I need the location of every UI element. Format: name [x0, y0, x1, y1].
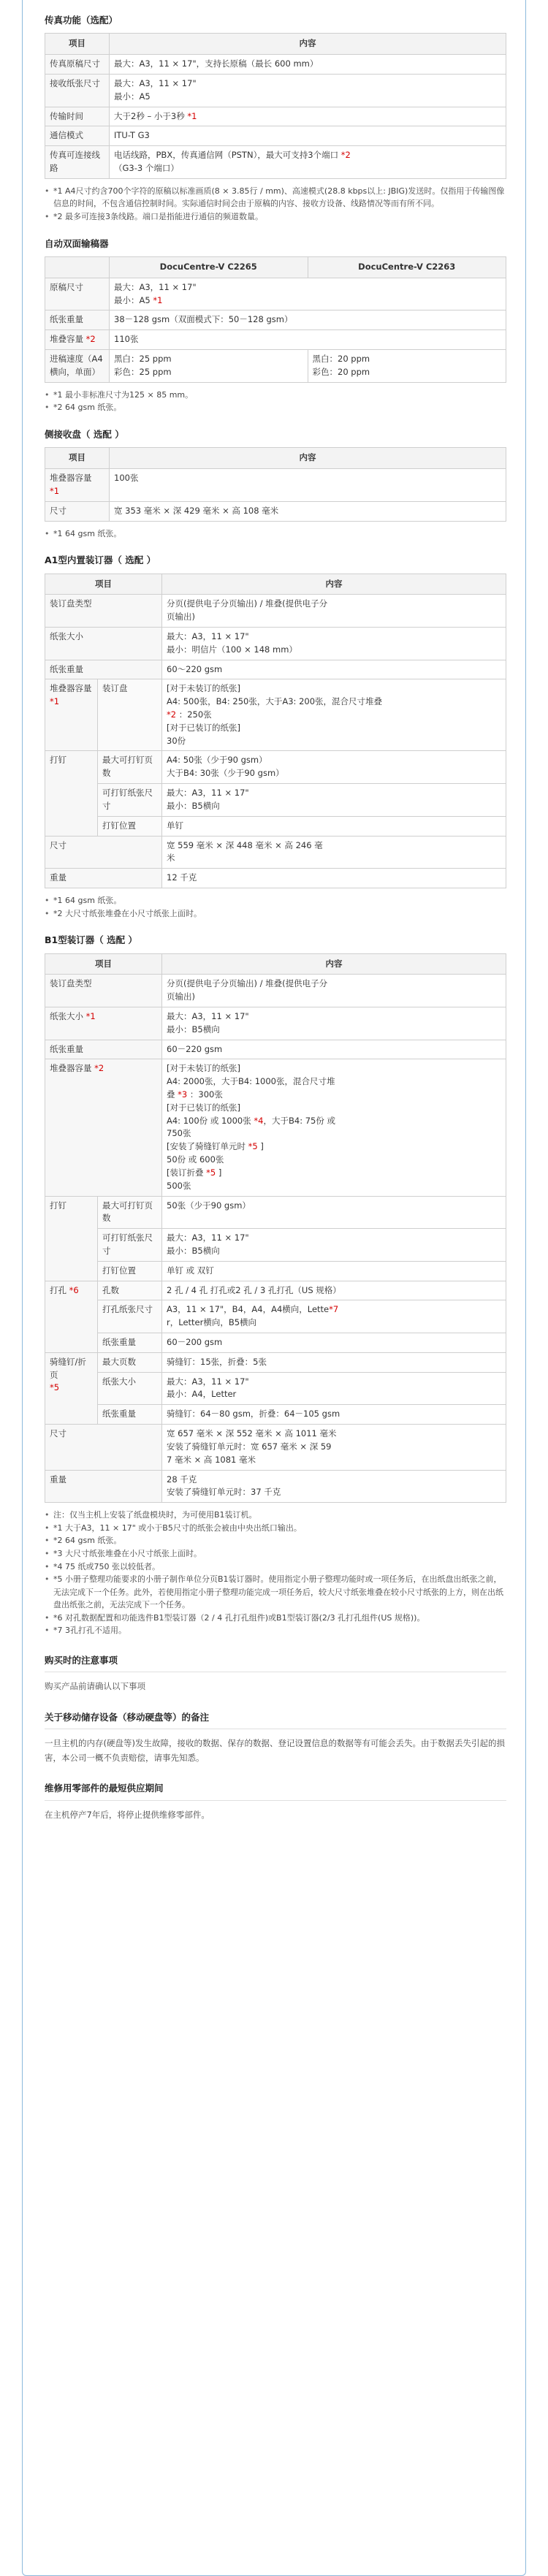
- footnote-ref: *1: [187, 110, 197, 121]
- row-value: 28 千克 安装了骑缝钉单元时：37 千克: [162, 1470, 506, 1503]
- footnote: • *1 64 gsm 纸张。: [45, 894, 506, 907]
- col-header: 内容: [162, 573, 506, 595]
- row-value: 骑缝钉：64－80 gsm，折叠：64－105 gsm: [162, 1405, 506, 1425]
- table-row: [45, 975, 506, 1007]
- row-value: 60－200 gsm: [162, 1333, 506, 1353]
- row-value: 电话线路，PBX，传真通信网（PSTN），最大可支持3个端口 *2 （G3-3 个端口）: [110, 146, 506, 179]
- table-row: [45, 751, 506, 784]
- row-label: 堆叠器容量 *1: [45, 469, 110, 502]
- fax-table: [45, 33, 506, 179]
- table-row: [45, 1333, 506, 1353]
- row-value: A4: 50张（少于90 gsm） 大于B4: 30张（少于90 gsm）: [162, 751, 506, 784]
- row-label: 重量: [45, 869, 162, 888]
- row-value: [对于未装订的纸张] A4: 500张，B4: 250张，大于A3: 200张，混合尺寸堆叠 *2 ：250张 [对于已装订的纸张] 30份: [162, 679, 506, 751]
- row-sublabel: 最大可打钉页数: [98, 1196, 162, 1229]
- row-value: 最大：A3，11 × 17"，支持长原稿（最长 600 mm）: [110, 55, 506, 75]
- table-row: [45, 330, 506, 350]
- col-header: 项目: [45, 953, 162, 975]
- row-label: 通信模式: [45, 126, 110, 146]
- row-label: 传真原稿尺寸: [45, 55, 110, 75]
- row-value: 2 孔 / 4 孔 打孔或2 孔 / 3 孔打孔（US 规格）: [162, 1281, 506, 1300]
- footnote: • *2 64 gsm 纸张。: [45, 401, 506, 414]
- purchase-notes-title: 购买时的注意事项: [45, 1653, 506, 1672]
- row-label: 传真可连接线路: [45, 146, 110, 179]
- table-row: [45, 469, 506, 502]
- parts-supply-title: 维修用零部件的最短供应期间: [45, 1781, 506, 1800]
- col-header: DocuCentre-V C2263: [308, 257, 506, 278]
- row-sublabel: 打孔纸张尺寸: [98, 1300, 162, 1333]
- purchase-notes-body: 购买产品前请确认以下事项: [45, 1681, 145, 1692]
- row-sublabel: 最大可打钉页数: [98, 751, 162, 784]
- fax-notes: [45, 185, 506, 224]
- row-value: 110张: [110, 330, 506, 350]
- table-row: [45, 501, 506, 521]
- a1-table: [45, 573, 506, 888]
- row-label: 纸张重量: [45, 1040, 162, 1059]
- row-value: 最大：A3，11 × 17" 最小：B5横向: [162, 784, 506, 817]
- table-row: [45, 627, 506, 660]
- table-row: [45, 75, 506, 107]
- col-header: [45, 257, 110, 278]
- footnote: • *2 大尺寸纸张堆叠在小尺寸纸张上面时。: [45, 907, 506, 921]
- table-row: [45, 1425, 506, 1470]
- row-value: [对于未装订的纸张] A4: 2000张，大于B4: 1000张，混合尺寸堆 叠 *3 ：300张 [对于已装订的纸张] A4: 100份 或 1000张 *4，大于B4: 75份 或 750张 [安装了骑缝钉单元时 *5 ] 50份 或 600张 [装订折叠 *5 ] 500张: [162, 1059, 506, 1196]
- table-row: [45, 595, 506, 628]
- table-row: [45, 126, 506, 146]
- row-label: 尺寸: [45, 501, 110, 521]
- table-row: [45, 816, 506, 836]
- row-value: 最大：A3，11 × 17" 最小：A4，Letter: [162, 1372, 506, 1405]
- footnote: • *2 最多可连接3条线路。端口是指能进行通信的频道数量。: [45, 210, 506, 224]
- footnote: • *3 大尺寸纸张堆叠在小尺寸纸张上面时。: [45, 1547, 506, 1561]
- row-label: 堆叠容量 *2: [45, 330, 110, 350]
- footnote: • *1 大于A3，11 × 17" 或小于B5尺寸的纸张会被由中央出纸口输出。: [45, 1522, 506, 1535]
- row-sublabel: 装订盘: [98, 679, 162, 751]
- table-row: [45, 278, 506, 310]
- table-row: [45, 1007, 506, 1040]
- col-header: 内容: [162, 953, 506, 975]
- footnote: • *1 A4尺寸约含700个字符的原稿以标准画质(8 × 3.85行 / mm)、高速模式(28.8 kbps以上: JBIG)发送时。仅指用于传输图像信息的时间，不包含通信控制时间。实际通信时间会由于原稿的内容、接收方设备、线路情况等而有所不同。: [45, 185, 506, 210]
- table-row: [45, 1470, 506, 1503]
- sidetray-notes: [45, 527, 506, 541]
- table-row: [45, 107, 506, 126]
- table-row: [45, 1059, 506, 1196]
- row-value: 宽 559 毫米 × 深 448 毫米 × 高 246 毫 米: [162, 836, 506, 869]
- table-row: [45, 1352, 506, 1372]
- row-value: 骑缝钉：15张，折叠：5张: [162, 1352, 506, 1372]
- col-header: 项目: [45, 573, 162, 595]
- spec-page: [22, 0, 526, 2576]
- row-value: 100张: [110, 469, 506, 502]
- row-value: 单钉: [162, 816, 506, 836]
- row-value: 黑白：25 ppm 彩色：25 ppm: [110, 350, 308, 383]
- row-label: 堆叠器容量 *2: [45, 1059, 162, 1196]
- row-sublabel: 纸张重量: [98, 1333, 162, 1353]
- row-sublabel: 最大页数: [98, 1352, 162, 1372]
- footnote: • *2 64 gsm 纸张。: [45, 1534, 506, 1547]
- footnote: • *5 小册子整理功能要求的小册子制作单位分页B1装订器时。使用指定小册子整理功能时或一项任务后，在出纸盘出纸张之前，无法完成下一个任务。此外，若使用指定小册子整理功能完成一项任务后，较大尺寸纸张堆叠在较小尺寸纸张的上方，则在出纸盘出纸张之前，无法完成下一个任务。: [45, 1573, 506, 1612]
- footnote: • *1 最小非标准尺寸为125 × 85 mm。: [45, 389, 506, 402]
- row-value: 黑白：20 ppm 彩色：20 ppm: [308, 350, 506, 383]
- row-sublabel: 可打钉纸张尺寸: [98, 1229, 162, 1262]
- row-value: 最大：A3，11 × 17" 最小：B5横向: [162, 1007, 506, 1040]
- footnote: • *4 75 纸或750 张以较低者。: [45, 1561, 506, 1574]
- row-value: 分页(提供电子分页输出) / 堆叠(提供电子分 页输出): [162, 595, 506, 628]
- duplex-section-title: 自动双面输稿器: [45, 237, 109, 249]
- table-row: [45, 869, 506, 888]
- table-row: [45, 784, 506, 817]
- footnote-ref: *1: [153, 294, 163, 305]
- col-header: DocuCentre-V C2265: [110, 257, 308, 278]
- table-row: [45, 1372, 506, 1405]
- table-row: [45, 1261, 506, 1281]
- row-label: 重量: [45, 1470, 162, 1503]
- row-label: 原稿尺寸: [45, 278, 110, 310]
- row-value: 50张（少于90 gsm）: [162, 1196, 506, 1229]
- row-label: 打钉: [45, 1196, 98, 1281]
- sidetray-table: [45, 447, 506, 521]
- footnote: • *1 64 gsm 纸张。: [45, 527, 506, 541]
- row-label: 打孔 *6: [45, 1281, 98, 1352]
- table-row: [45, 836, 506, 869]
- storage-notes-title: 关于移动储存设备（移动硬盘等）的备注: [45, 1710, 506, 1729]
- row-sublabel: 可打钉纸张尺寸: [98, 784, 162, 817]
- table-row: [45, 679, 506, 751]
- a1-section-title: A1型内置装订器（ 选配 ）: [45, 555, 156, 566]
- row-value: ITU-T G3: [110, 126, 506, 146]
- row-sublabel: 纸张大小: [98, 1372, 162, 1405]
- footnote-ref: *2: [340, 150, 351, 161]
- row-label: 装订盘类型: [45, 975, 162, 1007]
- col-header: 项目: [45, 34, 110, 55]
- row-label: 纸张重量: [45, 660, 162, 679]
- row-value: 最大：A3，11 × 17" 最小：A5: [110, 75, 506, 107]
- table-row: [45, 55, 506, 75]
- table-row: [45, 146, 506, 179]
- row-label: 进稿速度（A4横向，单面）: [45, 350, 110, 383]
- row-value: 分页(提供电子分页输出) / 堆叠(提供电子分 页输出): [162, 975, 506, 1007]
- row-sublabel: 纸张重量: [98, 1405, 162, 1425]
- row-value: 宽 657 毫米 × 深 552 毫米 × 高 1011 毫米 安装了骑缝钉单元时：宽 657 毫米 × 深 59 7 毫米 × 高 1081 毫米: [162, 1425, 506, 1470]
- row-sublabel: 打钉位置: [98, 1261, 162, 1281]
- footnote: • *6 对孔数据配置和功能选件B1型装订器（2 / 4 孔打孔组件)或B1型装订器(2/3 孔打孔组件(US 规格))。: [45, 1612, 506, 1625]
- row-label: 尺寸: [45, 1425, 162, 1470]
- table-row: [45, 310, 506, 330]
- table-row: [45, 660, 506, 679]
- duplex-notes: [45, 389, 506, 414]
- row-sublabel: 打钉位置: [98, 816, 162, 836]
- table-row: [45, 1405, 506, 1425]
- row-label: 打钉: [45, 751, 98, 836]
- row-value: 12 千克: [162, 869, 506, 888]
- b1-table: [45, 953, 506, 1504]
- row-value: 大于2秒 – 小于3秒 *1: [110, 107, 506, 126]
- table-row: [45, 1229, 506, 1262]
- row-label: 纸张重量: [45, 310, 110, 330]
- b1-notes: [45, 1509, 506, 1637]
- row-label: 纸张大小: [45, 627, 162, 660]
- col-header: 内容: [110, 34, 506, 55]
- row-sublabel: 孔数: [98, 1281, 162, 1300]
- a1-notes: [45, 894, 506, 920]
- row-value: 最大：A3，11 × 17" 最小：A5 *1: [110, 278, 506, 310]
- row-value: 60－220 gsm: [162, 1040, 506, 1059]
- row-label: 堆叠器容量 *1: [45, 679, 98, 751]
- table-row: [45, 1040, 506, 1059]
- table-row: [45, 1281, 506, 1300]
- row-value: 宽 353 毫米 × 深 429 毫米 × 高 108 毫米: [110, 501, 506, 521]
- row-label: 接收纸张尺寸: [45, 75, 110, 107]
- row-label: 骑缝钉/折页 *5: [45, 1352, 98, 1424]
- footnote: • *7 3孔打孔不适用。: [45, 1624, 506, 1637]
- col-header: 项目: [45, 448, 110, 469]
- row-value: 最大：A3，11 × 17" 最小：明信片（100 × 148 mm）: [162, 627, 506, 660]
- table-row: [45, 1196, 506, 1229]
- row-value: 最大：A3，11 × 17" 最小：B5横向: [162, 1229, 506, 1262]
- row-value: 38－128 gsm（双面模式下：50－128 gsm）: [110, 310, 506, 330]
- row-label: 纸张大小 *1: [45, 1007, 162, 1040]
- table-row: [45, 1300, 506, 1333]
- row-value: A3，11 × 17"，B4，A4，A4横向，Lette*7 r，Letter横向，B5横向: [162, 1300, 506, 1333]
- col-header: 内容: [110, 448, 506, 469]
- table-row: [45, 350, 506, 383]
- storage-notes-body: 一旦主机的内存(硬盘等)发生故障，接收的数据、保存的数据、登记设置信息的数据等有可能会丢失。由于数据丢失引起的损害，本公司一概不负责赔偿，请事先知悉。: [45, 1738, 505, 1763]
- row-label: 尺寸: [45, 836, 162, 869]
- parts-supply-body: 在主机停产7年后，将停止提供维修零部件。: [45, 1809, 210, 1820]
- duplex-table: [45, 256, 506, 383]
- fax-section-title: 传真功能（选配）: [45, 15, 118, 26]
- row-label: 装订盘类型: [45, 595, 162, 628]
- b1-section-title: B1型装订器（ 选配 ）: [45, 934, 137, 946]
- footnote: • 注：仅当主机上安装了纸盘模块时，为可使用B1装订机。: [45, 1509, 506, 1522]
- sidetray-section-title: 侧接收盘（ 选配 ）: [45, 428, 124, 440]
- row-value: 60～220 gsm: [162, 660, 506, 679]
- row-label: 传输时间: [45, 107, 110, 126]
- row-value: 单钉 或 双钉: [162, 1261, 506, 1281]
